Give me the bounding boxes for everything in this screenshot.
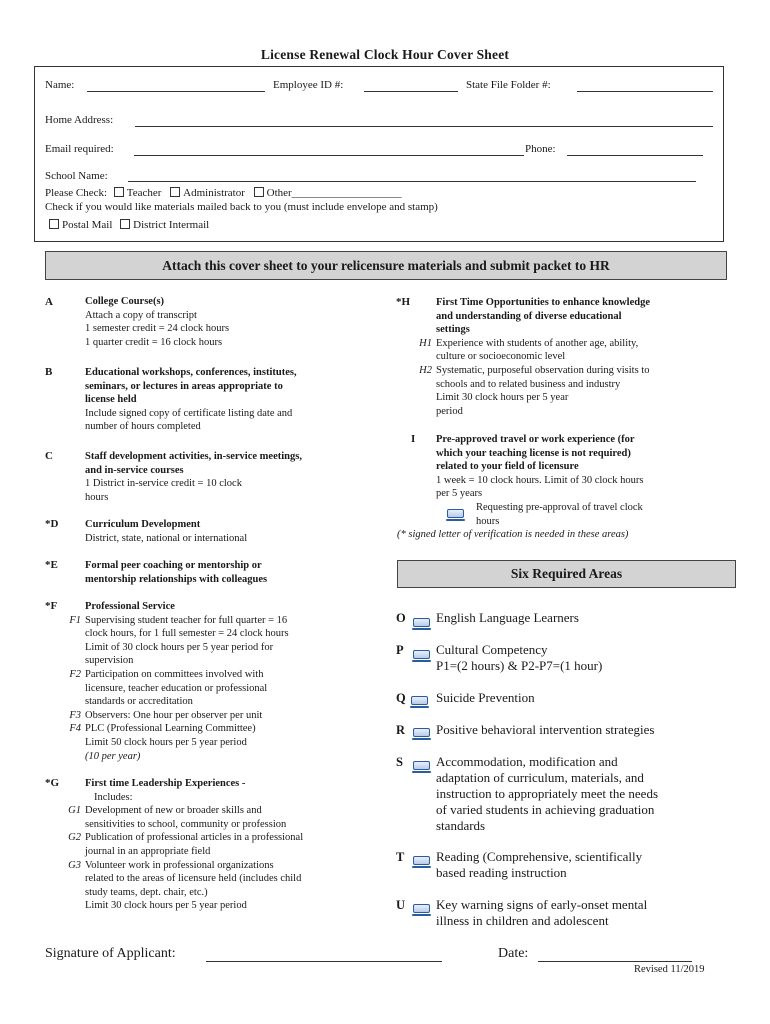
- administrator-checkbox[interactable]: [170, 187, 180, 197]
- h2-label: H2: [419, 364, 432, 376]
- item-c: [85, 450, 385, 504]
- area-t-checkbox[interactable]: [413, 852, 430, 870]
- item-b-line: Include signed copy of certificate listing date and: [85, 407, 293, 419]
- email-field[interactable]: [134, 155, 524, 156]
- phone-label: Phone:: [525, 143, 556, 155]
- item-h2: [419, 364, 736, 418]
- g3-line: Limit 30 clock hours per 5 year period: [85, 900, 247, 912]
- please-check-label: Please Check:: [45, 187, 108, 199]
- employee-id-field[interactable]: [364, 91, 458, 92]
- name-label: Name:: [45, 79, 75, 91]
- area-q-checkbox[interactable]: [411, 692, 428, 710]
- other-checkbox[interactable]: [254, 187, 264, 197]
- area-line: English Language Learners: [436, 610, 579, 625]
- item-g1: [68, 804, 385, 831]
- area-t-letter: T: [396, 850, 405, 864]
- item-e-heading: Formal peer coaching or mentorship or: [85, 560, 262, 571]
- submission-banner: Attach this cover sheet to your relicensure materials and submit packet to HR: [45, 251, 727, 280]
- item-f1: [69, 614, 385, 668]
- item-b-letter: B: [45, 366, 53, 378]
- mail-instructions: Check if you would like materials mailed back to you (must include envelope and stamp): [45, 201, 438, 213]
- item-c-heading: and in-service courses: [85, 464, 184, 476]
- h1-label: H1: [419, 337, 432, 349]
- district-intermail-checkbox[interactable]: [120, 219, 130, 229]
- area-s-checkbox[interactable]: [413, 757, 430, 775]
- item-i: [436, 433, 736, 501]
- item-d-line: District, state, national or international: [85, 532, 248, 544]
- checkbox-icon: [413, 904, 430, 913]
- f3-line: Observers: One hour per observer per unit: [85, 709, 263, 721]
- checkbox-icon: [413, 728, 430, 737]
- area-line: instruction to appropriately meet the needs: [436, 786, 659, 801]
- area-line: standards: [436, 818, 486, 833]
- item-a-line: Attach a copy of transcript: [85, 309, 197, 321]
- g1-line: Development of new or broader skills and: [85, 805, 262, 817]
- item-c-line: 1 District in-service credit = 10 clock: [85, 478, 242, 490]
- request-line: hours: [476, 515, 500, 527]
- item-h: [419, 296, 736, 418]
- area-line: Suicide Prevention: [436, 690, 535, 705]
- area-line: of varied students in achieving graduation: [436, 802, 655, 817]
- request-line: Requesting pre-approval of travel clock: [476, 502, 643, 513]
- item-a-letter: A: [45, 296, 53, 308]
- item-b: [85, 366, 385, 434]
- item-g-includes: Includes:: [94, 791, 133, 803]
- postal-mail-checkbox[interactable]: [49, 219, 59, 229]
- f2-line: standards or accreditation: [85, 696, 193, 708]
- postal-mail-label: Postal Mail: [62, 219, 113, 231]
- item-e-heading: mentorship relationships with colleagues: [85, 573, 268, 585]
- area-r-checkbox[interactable]: [413, 724, 430, 742]
- checkbox-icon: [413, 618, 430, 627]
- checkbox-icon: [411, 696, 428, 705]
- checkbox-icon: [447, 509, 464, 518]
- item-f3: [69, 709, 385, 723]
- state-file-field[interactable]: [577, 91, 713, 92]
- area-u-checkbox[interactable]: [413, 900, 430, 918]
- employee-id-label: Employee ID #:: [273, 79, 344, 91]
- item-h-heading: settings: [436, 324, 470, 336]
- item-b-heading: Educational workshops, conferences, institutes,: [85, 367, 297, 378]
- area-q-letter: Q: [396, 691, 406, 705]
- item-i-line: per 5 years: [436, 488, 483, 500]
- item-e-letter: *E: [45, 559, 58, 571]
- item-c-line: hours: [85, 491, 109, 503]
- f1-line: supervision: [85, 655, 134, 667]
- area-o-checkbox[interactable]: [413, 614, 430, 632]
- g3-line: Volunteer work in professional organizations: [85, 859, 274, 871]
- checkbox-icon: [413, 856, 430, 865]
- area-s-letter: S: [396, 755, 403, 769]
- g1-label: G1: [68, 805, 81, 817]
- district-intermail-label: District Intermail: [133, 219, 210, 231]
- item-a-line: 1 quarter credit = 16 clock hours: [85, 336, 223, 348]
- item-a: [85, 295, 385, 349]
- g1-line: sensitivities to school, community or profession: [85, 818, 287, 830]
- school-field[interactable]: [128, 181, 696, 182]
- f1-line: Limit of 30 clock hours per 5 year period for: [85, 641, 274, 653]
- g3-line: related to the areas of licensure held (includes child: [85, 873, 302, 885]
- travel-preapproval-checkbox[interactable]: [447, 505, 464, 523]
- h2-line: Systematic, purposeful observation during visits to: [436, 364, 650, 376]
- item-h-letter: *H: [396, 296, 411, 308]
- item-a-line: 1 semester credit = 24 clock hours: [85, 323, 230, 335]
- area-q-text: [436, 690, 535, 706]
- area-r-letter: R: [396, 723, 406, 737]
- area-p-checkbox[interactable]: [413, 646, 430, 664]
- item-b-line: number of hours completed: [85, 421, 201, 433]
- item-f-heading: Professional Service: [85, 601, 175, 612]
- h1-line: culture or socioeconomic level: [436, 351, 566, 363]
- school-label: School Name:: [45, 170, 108, 182]
- item-i-heading: Pre-approved travel or work experience (for: [436, 434, 635, 445]
- home-address-field[interactable]: [135, 126, 713, 127]
- position-check-row: [45, 187, 402, 199]
- area-line: Accommodation, modification and: [436, 754, 618, 769]
- signature-label: Signature of Applicant:: [45, 946, 176, 961]
- mail-option-row: [49, 219, 209, 231]
- f4-line: Limit 50 clock hours per 5 year period: [85, 736, 247, 748]
- signature-field[interactable]: [206, 961, 442, 962]
- item-f: [69, 600, 385, 763]
- item-h1: [419, 337, 736, 364]
- state-file-label: State File Folder #:: [466, 79, 551, 91]
- administrator-label: Administrator: [183, 187, 245, 199]
- item-i-line: 1 week = 10 clock hours. Limit of 30 clock hours: [436, 474, 644, 486]
- item-h-heading: First Time Opportunities to enhance knowledge: [436, 297, 650, 308]
- item-c-letter: C: [45, 450, 53, 462]
- item-g2: [68, 831, 385, 858]
- area-line: Key warning signs of early-onset mental: [436, 897, 648, 912]
- h1-line: Experience with students of another age, ability,: [436, 337, 639, 349]
- g3-line: study teams, dept. chair, etc.): [85, 886, 208, 898]
- area-line: Positive behavioral intervention strategies: [436, 722, 655, 737]
- f2-line: Participation on committees involved with: [85, 668, 264, 680]
- area-p-text: [436, 642, 602, 674]
- f1-label: F1: [69, 614, 81, 626]
- f4-note: (10 per year): [85, 750, 141, 762]
- f3-label: F3: [69, 709, 81, 721]
- revised-date: Revised 11/2019: [634, 964, 705, 975]
- item-a-heading: College Course(s): [85, 296, 165, 307]
- checkbox-icon: [413, 650, 430, 659]
- applicant-info-box: [34, 66, 724, 242]
- area-u-text: [436, 897, 647, 929]
- area-u-letter: U: [396, 898, 406, 912]
- h2-line: schools and to related business and industry: [436, 378, 621, 390]
- phone-field[interactable]: [567, 155, 703, 156]
- area-line: based reading instruction: [436, 865, 567, 880]
- area-s-text: [436, 754, 658, 834]
- item-g: [68, 777, 385, 913]
- item-f-letter: *F: [45, 600, 58, 612]
- verification-note: (* signed letter of verification is needed in these areas): [397, 529, 629, 540]
- item-f2: [69, 668, 385, 709]
- g3-label: G3: [68, 859, 81, 871]
- item-b-heading: seminars, or lectures in areas appropriate to: [85, 380, 283, 392]
- item-h-heading: and understanding of diverse educational: [436, 310, 622, 322]
- six-required-banner: Six Required Areas: [397, 560, 736, 588]
- date-label: Date:: [498, 946, 529, 961]
- name-field[interactable]: [87, 91, 265, 92]
- area-line: adaptation of curriculum, materials, and: [436, 770, 644, 785]
- f4-label: F4: [69, 723, 81, 735]
- h2-line: Limit 30 clock hours per 5 year: [436, 392, 569, 404]
- area-o-letter: O: [396, 611, 406, 625]
- item-c-heading: Staff development activities, in-service meetings,: [85, 451, 302, 462]
- other-label: Other____________________: [266, 187, 402, 199]
- teacher-label: Teacher: [126, 187, 162, 199]
- f4-line: PLC (Professional Learning Committee): [85, 723, 256, 735]
- item-d-letter: *D: [45, 518, 59, 530]
- area-line: illness in children and adolescent: [436, 913, 609, 928]
- f1-line: clock hours, for 1 full semester = 24 clock hours: [85, 628, 289, 640]
- g2-label: G2: [68, 832, 81, 844]
- area-t-text: [436, 849, 642, 881]
- home-address-label: Home Address:: [45, 114, 114, 126]
- item-f4: [69, 722, 385, 763]
- checkbox-icon: [413, 761, 430, 770]
- travel-preapproval-text: [476, 501, 726, 528]
- page-title: License Renewal Clock Hour Cover Sheet: [260, 47, 510, 62]
- email-label: Email required:: [45, 143, 114, 155]
- area-r-text: [436, 722, 654, 738]
- item-i-heading: which your teaching license is not required): [436, 447, 631, 459]
- f2-line: licensure, teacher education or professional: [85, 682, 268, 694]
- item-b-heading: license held: [85, 394, 137, 406]
- item-i-heading: related to your field of licensure: [436, 461, 579, 473]
- item-g-letter: *G: [45, 777, 60, 789]
- g2-line: Publication of professional articles in a professional: [85, 832, 304, 844]
- item-g3: [68, 859, 385, 913]
- area-o-text: [436, 610, 579, 626]
- area-line: P1=(2 hours) & P2-P7=(1 hour): [436, 658, 603, 673]
- area-line: Cultural Competency: [436, 642, 548, 657]
- f2-label: F2: [69, 668, 81, 680]
- area-line: Reading (Comprehensive, scientifically: [436, 849, 643, 864]
- teacher-checkbox[interactable]: [114, 187, 124, 197]
- h2-line: period: [436, 405, 463, 417]
- item-e: [85, 559, 385, 586]
- date-field[interactable]: [538, 961, 692, 962]
- item-g-heading: First time Leadership Experiences -: [85, 778, 246, 789]
- item-d-heading: Curriculum Development: [85, 519, 201, 530]
- g2-line: journal in an appropriate field: [85, 845, 211, 857]
- item-i-letter: I: [411, 433, 416, 445]
- f1-line: Supervising student teacher for full quarter = 16: [85, 614, 288, 626]
- item-d: [85, 518, 385, 545]
- area-p-letter: P: [396, 643, 404, 657]
